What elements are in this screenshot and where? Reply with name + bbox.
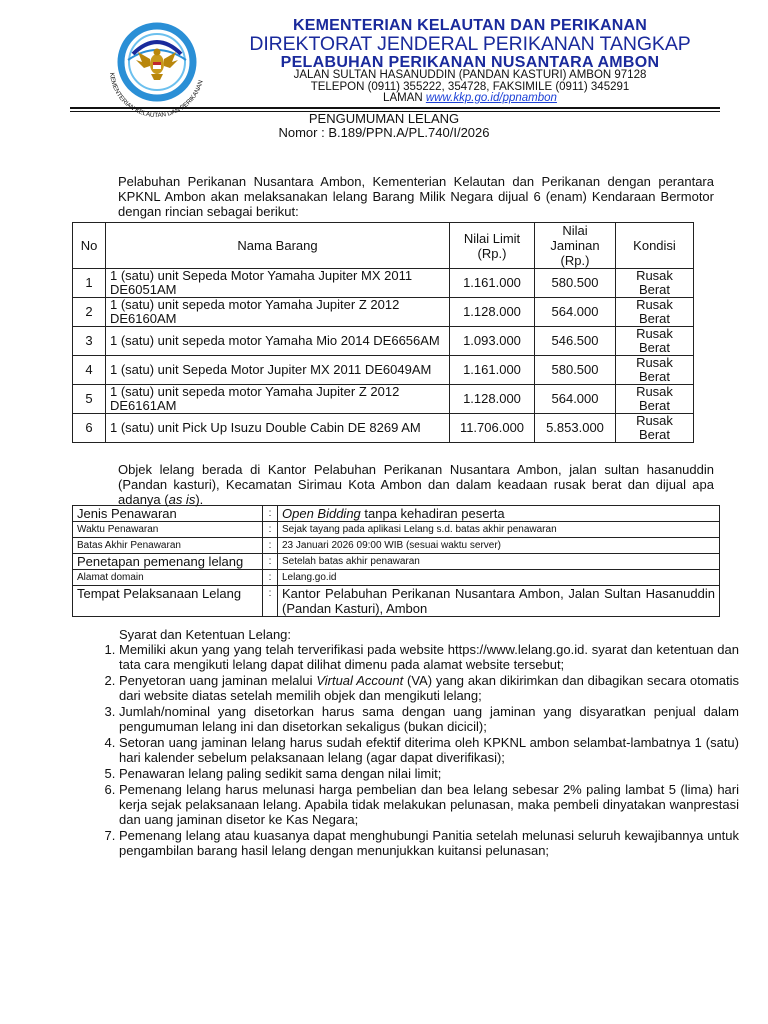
list-item <box>119 673 739 703</box>
ministry-logo <box>88 12 226 122</box>
term-text: Setoran uang jaminan lelang harus sudah efektif diterima oleh KPKNL ambon selambat-lambatnya 1 (satu) hari kalender sebelum pelaksanaan lelang (agar dapat diverifikasi); <box>119 735 739 765</box>
header-deposit: Nilai Jaminan (Rp.) <box>535 223 616 269</box>
info-separator: : <box>263 554 278 570</box>
table-row <box>73 538 720 554</box>
header-name: Nama Barang <box>106 223 450 269</box>
info-label: Penetapan pemenang lelang <box>73 554 263 570</box>
list-item <box>119 766 739 781</box>
port-name: PELABUHAN PERIKANAN NUSANTARA AMBON <box>280 54 660 71</box>
object-note-as-is: as is <box>168 492 196 507</box>
info-value: Kantor Pelabuhan Perikanan Nusantara Ambon, Jalan Sultan Hasanuddin (Pandan Kasturi), Ambon <box>278 586 720 617</box>
cell-limit: 1.093.000 <box>450 327 535 356</box>
info-value-text: tanpa kehadiran peserta <box>360 506 505 521</box>
info-separator: : <box>263 506 278 522</box>
cell-no: 2 <box>73 298 106 327</box>
ministry-name: KEMENTERIAN KELAUTAN DAN PERIKANAN <box>292 17 648 34</box>
info-label: Waktu Penawaran <box>73 522 263 538</box>
table-row <box>73 506 720 522</box>
phone-line: TELEPON (0911) 355222, 354728, FAKSIMILE (0911) 345291 <box>310 81 630 93</box>
website-link[interactable]: www.kkp.go.id/ppnambon <box>425 92 557 104</box>
intro-paragraph: Pelabuhan Perikanan Nusantara Ambon, Kementerian Kelautan dan Perikanan dengan perantara KPKNL Ambon akan melaksanakan lelang Barang Milik Negara dijual 6 (enam) Kendaraan Bermotor dengan rincian sebagai berikut: <box>118 174 714 219</box>
cell-condition: Rusak Berat <box>616 298 694 327</box>
object-location-paragraph <box>118 462 714 507</box>
list-item <box>119 735 739 765</box>
term-text: Pemenang lelang harus melunasi harga pembelian dan bea lelang sebesar 2% paling lambat 5 (lima) hari kerja sejak pelaksanaan lelang. Apabila tidak melakukan pelunasan, maka pembeli dinyatakan wanprestasi dan uang jaminan disetor ke Kas Negara; <box>119 782 739 827</box>
website-line <box>220 92 720 104</box>
cell-deposit: 5.853.000 <box>535 414 616 443</box>
cell-condition: Rusak Berat <box>616 356 694 385</box>
cell-name: 1 (satu) unit Pick Up Isuzu Double Cabin DE 8269 AM <box>106 414 450 443</box>
info-value: Sejak tayang pada aplikasi Lelang s.d. batas akhir penawaran <box>278 522 720 538</box>
table-row <box>73 554 720 570</box>
cell-no: 6 <box>73 414 106 443</box>
logo-arc-text: KEMENTERIAN KELAUTAN DAN PERIKANAN <box>108 72 205 120</box>
table-row <box>73 586 720 617</box>
cell-name: 1 (satu) unit Sepeda Motor Jupiter MX 2011 DE6049AM <box>106 356 450 385</box>
info-value: 23 Januari 2026 09:00 WIB (sesuai waktu server) <box>278 538 720 554</box>
list-item <box>119 704 739 734</box>
info-label: Batas Akhir Penawaran <box>73 538 263 554</box>
cell-condition: Rusak Berat <box>616 269 694 298</box>
table-row <box>73 414 694 443</box>
table-row <box>73 570 720 586</box>
header-condition: Kondisi <box>616 223 694 269</box>
cell-limit: 11.706.000 <box>450 414 535 443</box>
cell-deposit: 546.500 <box>535 327 616 356</box>
auction-info-table <box>72 505 720 617</box>
info-value <box>278 506 720 522</box>
cell-name: 1 (satu) unit Sepeda Motor Yamaha Jupiter MX 2011 DE6051AM <box>106 269 450 298</box>
term-text: Pemenang lelang atau kuasanya dapat menghubungi Panitia setelah melunasi seluruh kewajibannya untuk pengambilan barang hasil lelang dengan menunjukkan kuitansi pelunasan; <box>119 828 739 858</box>
term-text: Memiliki akun yang yang telah terverifikasi pada website https://www.lelang.go.id. syarat dan ketentuan dan tata cara mengikuti lelang dapat dilihat dimenu pada alamat website tersebut; <box>119 642 739 672</box>
list-item <box>119 782 739 827</box>
website-label: LAMAN <box>383 92 423 104</box>
list-item <box>119 642 739 672</box>
table-row <box>73 327 694 356</box>
terms-title: Syarat dan Ketentuan Lelang: <box>119 627 292 642</box>
info-value: Lelang.go.id <box>278 570 720 586</box>
cell-limit: 1.128.000 <box>450 298 535 327</box>
cell-no: 1 <box>73 269 106 298</box>
items-table-header <box>73 223 694 269</box>
cell-name: 1 (satu) unit sepeda motor Yamaha Jupiter Z 2012 DE6161AM <box>106 385 450 414</box>
cell-limit: 1.161.000 <box>450 356 535 385</box>
term-text: (VA) yang akan dikirimkan dan dibagikan secara otomatis dari website diatas setelah memilih objek dan mengikuti lelang; <box>119 673 739 703</box>
info-separator: : <box>263 586 278 617</box>
term-text: Penyetoran uang jaminan melalui <box>119 673 317 688</box>
cell-condition: Rusak Berat <box>616 385 694 414</box>
cell-name: 1 (satu) unit sepeda motor Yamaha Mio 2014 DE6656AM <box>106 327 450 356</box>
list-item <box>119 828 739 858</box>
terms-list <box>95 642 739 859</box>
info-label: Alamat domain <box>73 570 263 586</box>
table-row <box>73 298 694 327</box>
directorate-name: DIREKTORAT JENDERAL PERIKANAN TANGKAP <box>249 33 691 55</box>
table-row <box>73 356 694 385</box>
table-row <box>73 522 720 538</box>
term-text: Penawaran lelang paling sedikit sama dengan nilai limit; <box>119 766 442 781</box>
table-row <box>73 269 694 298</box>
info-value-em: Open Bidding <box>282 506 361 521</box>
cell-no: 5 <box>73 385 106 414</box>
object-note-end: ). <box>195 492 204 507</box>
header-divider-thick <box>70 107 720 109</box>
info-label: Jenis Penawaran <box>73 506 263 522</box>
header-no: No <box>73 223 106 269</box>
cell-name: 1 (satu) unit sepeda motor Yamaha Jupiter Z 2012 DE6160AM <box>106 298 450 327</box>
cell-no: 4 <box>73 356 106 385</box>
info-separator: : <box>263 570 278 586</box>
cell-deposit: 564.000 <box>535 298 616 327</box>
cell-deposit: 564.000 <box>535 385 616 414</box>
address-line: JALAN SULTAN HASANUDDIN (PANDAN KASTURI) AMBON 97128 <box>293 69 647 81</box>
cell-condition: Rusak Berat <box>616 327 694 356</box>
object-note-text: Objek lelang berada di Kantor Pelabuhan Perikanan Nusantara Ambon, jalan sultan hasanuddin (Pandan kasturi), Kecamatan Sirimau Kota Ambon dan dalam keadaan rusak berat dan dijual apa adanya ( <box>118 462 714 507</box>
cell-condition: Rusak Berat <box>616 414 694 443</box>
header-limit: Nilai Limit (Rp.) <box>450 223 535 269</box>
info-separator: : <box>263 538 278 554</box>
info-separator: : <box>263 522 278 538</box>
term-text: Jumlah/nominal yang disetorkan harus sama dengan uang jaminan yang disyaratkan penjual dalam pengumuman lelang ini dan disetorkan sekaligus (bukan dicicil); <box>119 704 739 734</box>
cell-limit: 1.161.000 <box>450 269 535 298</box>
announcement-number: Nomor : B.189/PPN.A/PL.740/I/2026 <box>278 125 490 140</box>
items-table <box>72 222 694 443</box>
cell-deposit: 580.500 <box>535 269 616 298</box>
announcement-title: PENGUMUMAN LELANG <box>308 111 460 126</box>
info-value: Setelah batas akhir penawaran <box>278 554 720 570</box>
cell-no: 3 <box>73 327 106 356</box>
table-row <box>73 385 694 414</box>
cell-limit: 1.128.000 <box>450 385 535 414</box>
term-emphasis: Virtual Account <box>316 673 404 688</box>
info-label: Tempat Pelaksanaan Lelang <box>73 586 263 617</box>
cell-deposit: 580.500 <box>535 356 616 385</box>
